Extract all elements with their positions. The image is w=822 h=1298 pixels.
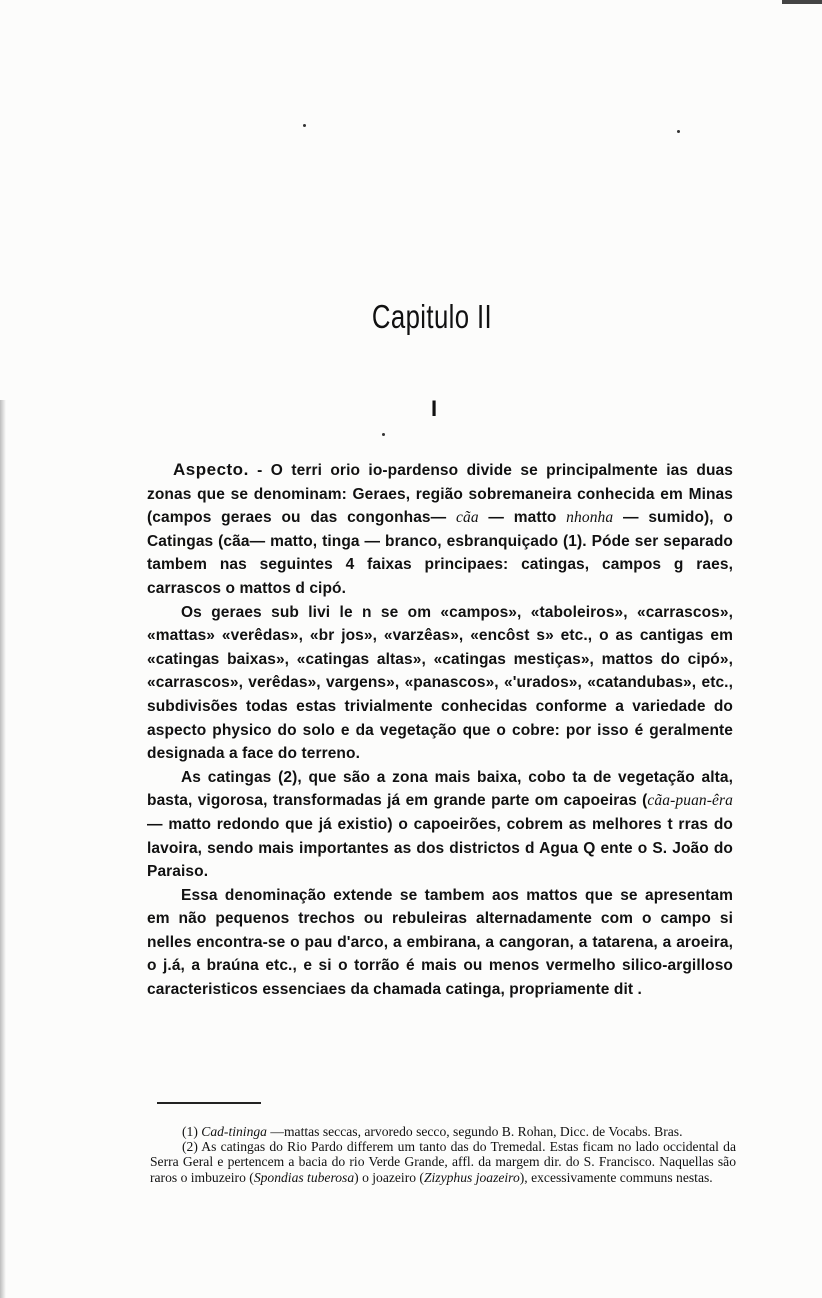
italic-term: Cad-tininga <box>201 1124 267 1139</box>
speck-mark <box>382 433 385 436</box>
footnote-2 <box>150 1139 736 1185</box>
chapter-title: Capitulo II <box>371 298 493 335</box>
paragraph-text: — matto redondo que já existio) o capoeirões, cobrem as melhores t rras do lavoira, sendo mais importantes as dos districtos d Agua Q ente o S. João do Paraiso. <box>147 815 733 881</box>
page-corner-mark <box>782 0 822 4</box>
paragraph-text: - O terri orio io-pardenso divide se principalmente ias duas zonas que se denominam: Geraes, região sobremaneira conhecida em Minas (campos geraes ou das congonhas— <box>147 462 733 527</box>
italic-term: Spondias tuberosa <box>253 1169 355 1185</box>
footnote-rule <box>157 1102 261 1104</box>
paragraph-denominacao: Essa denominação extende se tambem aos mattos que se apresentam em não pequenos trechos ou rebuleiras alternadamente com o campo si nelles encontra-se o pau d'arco, a embirana, a cangoran, a tatarena, a aroeira, o j.á, a braúna etc., e si o torrão é mais ou menos vermelho silico-argilloso caracteristicos essenciaes da chamada catinga, propriamente dit . <box>147 886 733 999</box>
footnote-marker: (1) <box>182 1124 198 1139</box>
italic-term: nhonha <box>566 509 614 527</box>
paragraph-catingas <box>147 766 733 884</box>
footnote-text: —mattas seccas, arvoredo secco, segundo B. Rohan, Dicc. de Vocabs. Bras. <box>266 1124 683 1139</box>
speck-mark <box>303 124 306 127</box>
footnotes <box>150 1124 736 1185</box>
section-number: I <box>430 396 438 421</box>
footnote-text: ), excessivamente communs nestas. <box>519 1169 713 1185</box>
paragraph-text: — sumido), o Catingas (cãa— matto, tinga — branco, esbranquiçado (1). Póde ser separado tambem nas seguintes 4 faixas principaes: catingas, campos g raes, carrascos o mattos d cipó. <box>147 509 733 597</box>
body-text <box>147 458 733 1002</box>
speck-mark <box>677 130 680 133</box>
paragraph-geraes: Os geraes sub livi le n se om «campos», «taboleiros», «carrascos», «mattas» «verêdas», «br jos», «varzêas», «encôst s» etc., o as cantigas em «catingas baixas», «catingas altas», «catingas mestiças», mattos do cipó», «carrascos», verêdas», vargens», «panascos», «'urados», «catandubas», etc., subdivisões todas estas trivialmente conhecidas conforme a variedade do aspecto physico do solo e da vegetação que o cobre: por isso é geralmente designada a face do terreno. <box>147 603 733 763</box>
footnote-text: ) o joazeiro ( <box>354 1169 424 1185</box>
italic-term: cãa <box>455 509 479 527</box>
italic-term: cãa-puan-êra <box>647 792 733 810</box>
paragraph-text: — matto <box>478 509 567 527</box>
page-edge-shadow <box>0 400 6 1298</box>
footnote-marker: (2) <box>182 1139 198 1155</box>
footnote-1 <box>150 1124 736 1139</box>
paragraph-lead: Aspecto. <box>173 460 249 479</box>
footnote-text: As catingas do Rio Pardo differem um tanto das do Tremedal. Estas ficam no lado occidental da Serra Geral e pertencem a bacia do rio Verde Grande, affl. da margem dir. do S. Francisco. Naquellas são raros o imbuzeiro ( <box>150 1139 736 1185</box>
paragraph-aspecto <box>147 458 733 601</box>
paragraph-text: As catingas (2), que são a zona mais baixa, cobo ta de vegetação alta, basta, vigorosa, transformadas já em grande parte om capoeiras ( <box>147 768 733 810</box>
italic-term: Zizyphus joazeiro <box>423 1169 520 1185</box>
